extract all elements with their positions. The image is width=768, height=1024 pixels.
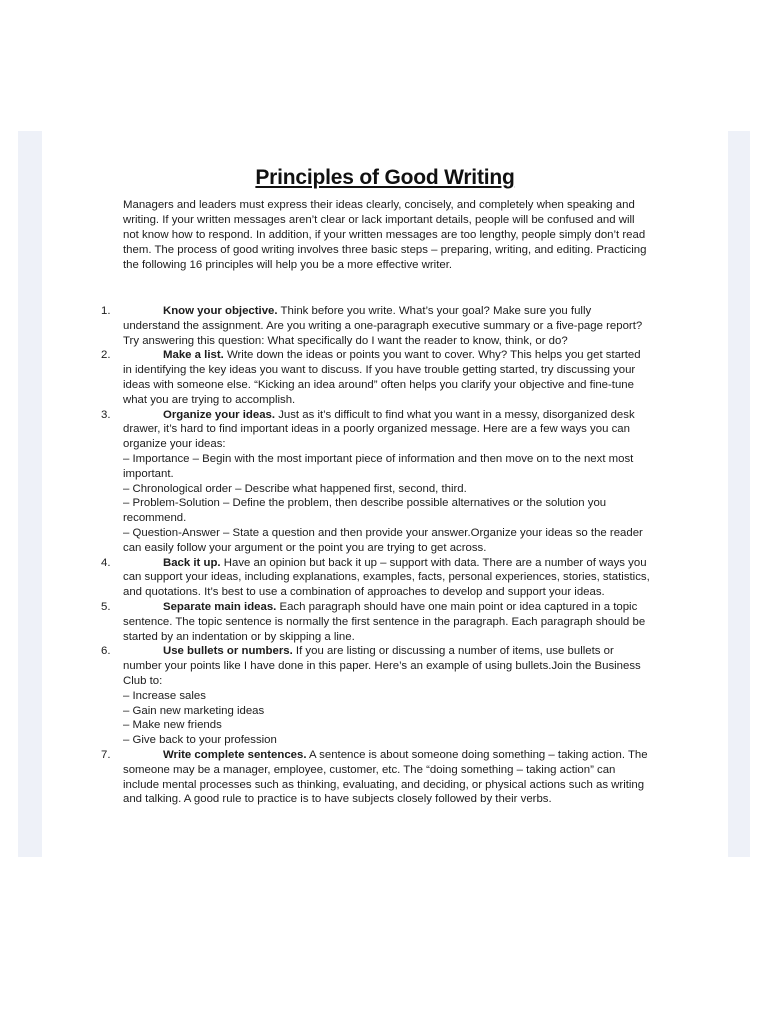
item-heading: Write complete sentences. (163, 748, 307, 761)
item-text (123, 304, 651, 348)
item-body: Think before you write. What’s your goal? Make sure you fully understand the assignment. Are you writing a one-paragraph executive summary or a five-page report? Try answering this question: What specifically do I want the reader to know, think, or do? (123, 305, 643, 347)
item-heading: Back it up. (163, 556, 221, 569)
item-text (123, 600, 651, 644)
list-item (42, 304, 728, 348)
sub-item: – Give back to your profession (123, 734, 277, 747)
list-item (42, 408, 728, 556)
list-item (42, 348, 728, 407)
list-item (42, 600, 728, 644)
sub-item: – Gain new marketing ideas (123, 704, 265, 717)
item-heading: Make a list. (163, 349, 224, 362)
item-heading: Separate main ideas. (163, 600, 277, 613)
list-item (42, 748, 728, 807)
item-number: 4. (101, 556, 111, 569)
item-number: 1. (101, 305, 111, 317)
item-body: Each paragraph should have one main point or idea captured in a topic sentence. The topic sentence is normally the first sentence in the paragraph. Each paragraph should be started by an indentation or by skipping a line. (123, 600, 646, 643)
sub-item: – Question-Answer – State a question and then provide your answer.Organize your ideas so the reader can easily follow your argument or the point you are trying to get across. (123, 526, 643, 554)
sub-item: – Problem-Solution – Define the problem, then describe possible alternatives or the solution you recommend. (123, 497, 607, 525)
sub-item: – Make new friends (123, 719, 222, 732)
item-heading: Organize your ideas. (163, 408, 276, 421)
item-text (123, 348, 651, 407)
sub-item: – Chronological order – Describe what happened first, second, third. (123, 482, 467, 495)
document-title: Principles of Good Writing (255, 166, 515, 189)
intro-paragraph: Managers and leaders must express their ideas clearly, concisely, and completely when speaking and writing. If your written messages aren’t clear or lack important details, people will be confused and will not know how to respond. In addition, if your written messages are too lengthy, people simply don’t read them. The process of good writing involves three basic steps – preparing, writing, and editing. Practicing the following 16 principles will help you be a more effective writer. (123, 199, 647, 271)
item-body: If you are listing or discussing a number of items, use bullets or number your points like I have done in this paper. Here’s an example of using bullets.Join the Business Club to: (123, 645, 641, 687)
item-text (123, 644, 651, 688)
item-number: 2. (101, 349, 111, 362)
sub-item: – Increase sales (123, 689, 206, 702)
item-body: Have an opinion but back it up – support with data. There are a number of ways you can support your ideas, including explanations, examples, facts, personal experiences, stories, statistics, and quotations. It’s best to use a combination of approaches to develop and support your ideas. (123, 556, 650, 599)
list-item (42, 556, 728, 600)
item-heading: Know your objective. (163, 305, 278, 317)
sub-item: – Importance – Begin with the most important piece of information and then move on to the next most important. (123, 452, 634, 480)
item-number: 5. (101, 600, 111, 613)
item-body: A sentence is about someone doing something – taking action. The someone may be a manager, employee, customer, etc. The “doing something – taking action” can include mental processes such as thinking, evaluating, and deciding, or physical actions such as writing and talking. A good rule to practice is to have subjects closely followed by their verbs. (123, 748, 648, 806)
item-text (123, 748, 651, 807)
viewer-margin-right (728, 131, 750, 857)
item-body: Write down the ideas or points you want to cover. Why? This helps you get started in identifying the key ideas you want to discuss. If you have trouble getting started, try discussing your ideas with someone else. “Kicking an idea around” often helps you clarify your objective and fine-tune what you are trying to accomplish. (123, 349, 641, 406)
item-text (123, 556, 651, 600)
document-page (42, 131, 728, 857)
list-item (42, 644, 728, 748)
item-number: 3. (101, 408, 111, 421)
principles-list (42, 304, 728, 807)
viewer-margin-left (18, 131, 42, 857)
item-number: 7. (101, 748, 111, 761)
item-number: 6. (101, 645, 111, 658)
item-text (123, 408, 651, 452)
item-heading: Use bullets or numbers. (163, 645, 293, 658)
item-body: Just as it’s difficult to find what you want in a messy, disorganized desk drawer, it’s hard to find important ideas in a poorly organized message. Here are a few ways you can organize your ideas: (123, 408, 635, 451)
